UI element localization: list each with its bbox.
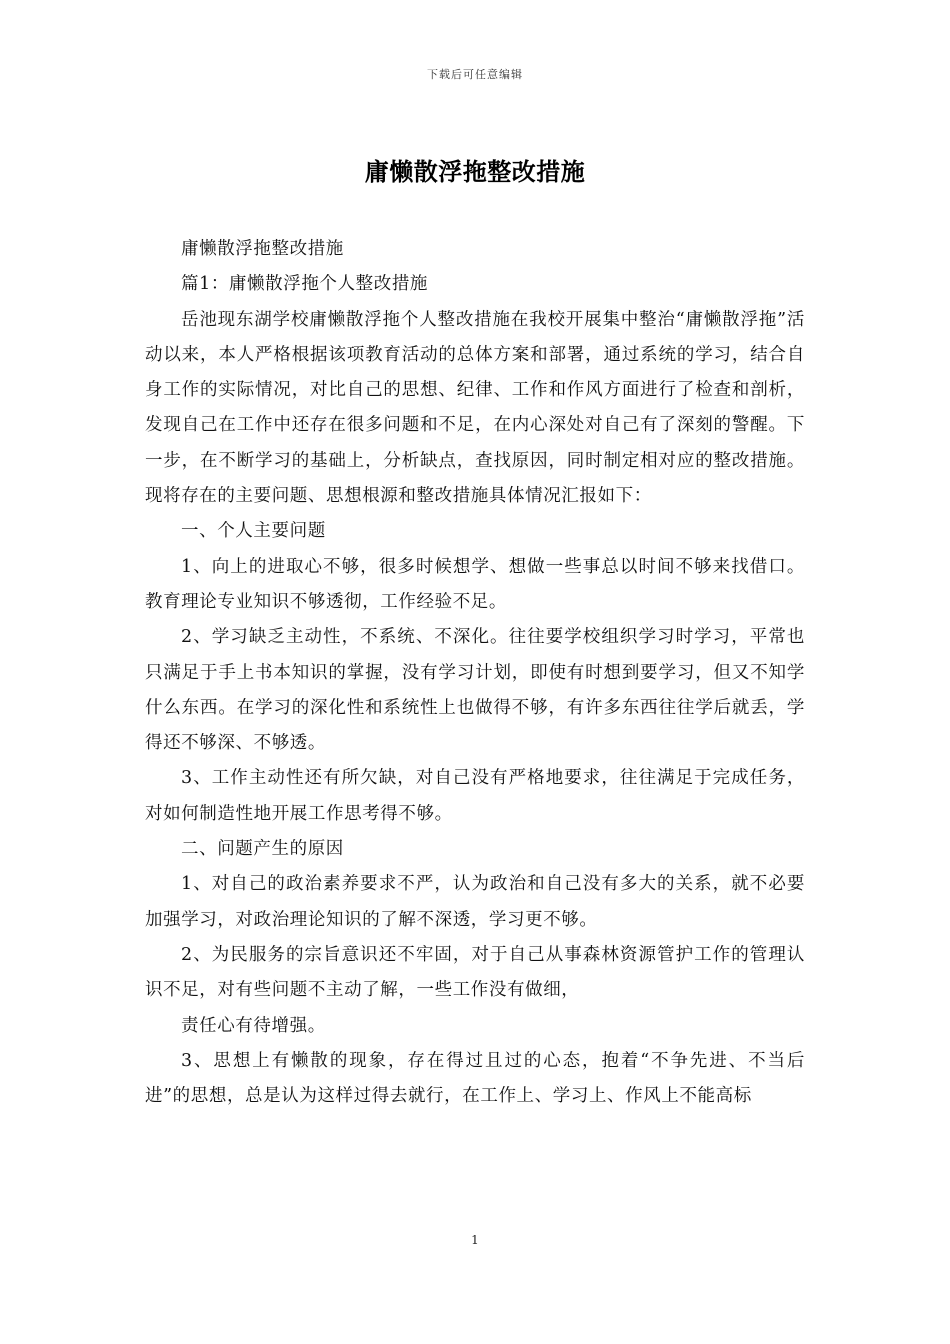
paragraph: 3、工作主动性还有所欠缺，对自己没有严格地要求，往往满足于完成任务，对如何制造性地开展工作思考得不够。 [145,768,805,824]
document-title: 庸懒散浮拖整改措施 [364,157,586,186]
paragraph: 1、对自己的政治素养要求不严，认为政治和自己没有多大的关系，就不必要加强学习，对政治理论知识的了解不深透，学习更不够。 [145,874,805,930]
paragraph: 3、思想上有懒散的现象，存在得过且过的心态，抱着“不争先进、不当后进”的思想，总是认为这样过得去就行，在工作上、学习上、作风上不能高标 [145,1050,805,1107]
paragraph: 1、向上的进取心不够，很多时候想学、想做一些事总以时间不够来找借口。教育理论专业知识不够透彻，工作经验不足。 [145,556,805,612]
document-body [145,232,805,1114]
paragraph: 责任心有待增强。 [181,1015,326,1036]
paragraph: 庸懒散浮拖整改措施 [181,239,344,259]
paragraph: 2、为民服务的宗旨意识还不牢固，对于自己从事森林资源管护工作的管理认识不足，对有些问题不主动了解，一些工作没有做细， [145,944,805,1001]
paragraph: 2、学习缺乏主动性，不系统、不深化。往往要学校组织学习时学习，平常也只满足于手上书本知识的掌握，没有学习计划，即使有时想到要学习，但又不知学什么东西。在学习的深化性和系统性上也做得不够，有许多东西往往学后就丢，学得还不够深、不够透。 [145,627,805,754]
page-number: 1 [471,1233,479,1247]
section-heading: 一、个人主要问题 [181,521,326,542]
paragraph: 篇1：庸懒散浮拖个人整改措施 [181,274,429,295]
header-note: 下载后可任意编辑 [427,68,523,81]
section-heading: 二、问题产生的原因 [181,839,344,860]
paragraph: 岳池现东湖学校庸懒散浮拖个人整改措施在我校开展集中整治“庸懒散浮拖”活动以来，本人严格根据该项教育活动的总体方案和部署，通过系统的学习，结合自身工作的实际情况，对比自己的思想、纪律、工作和作风方面进行了检查和剖析，发现自己在工作中还存在很多问题和不足，在内心深处对自己有了深刻的警醒。下一步，在不断学习的基础上，分析缺点，查找原因，同时制定相对应的整改措施。现将存在的主要问题、思想根源和整改措施具体情况汇报如下： [145,309,805,507]
